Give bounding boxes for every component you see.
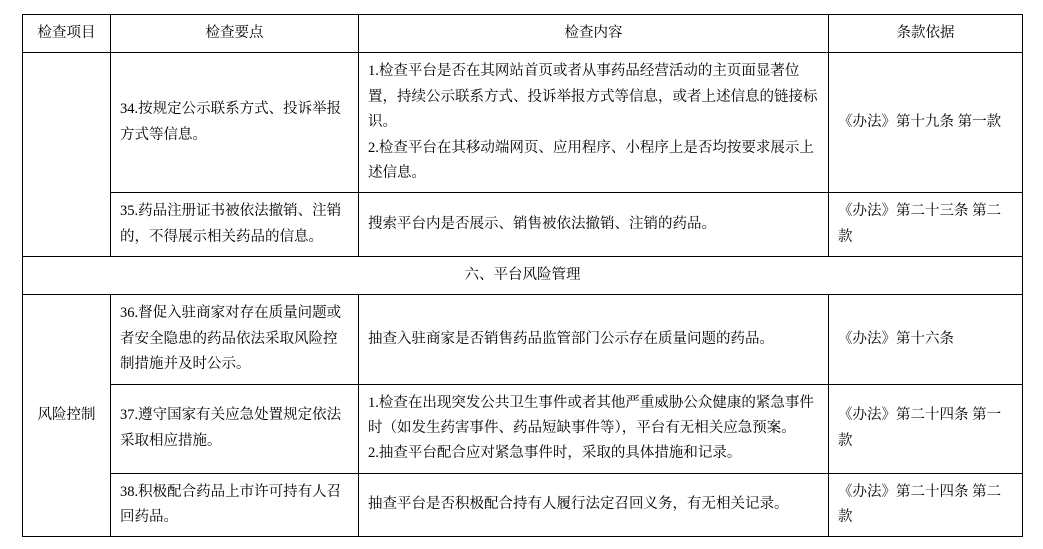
table-row bbox=[23, 473, 1023, 537]
table-header-row bbox=[23, 15, 1023, 53]
header-cell-points: 检查要点 bbox=[111, 15, 359, 53]
content-line: 2.检查平台在其移动端网页、应用程序、小程序上是否均按要求展示上述信息。 bbox=[368, 139, 814, 181]
points-cell: 37.遵守国家有关应急处置规定依法采取相应措施。 bbox=[111, 384, 359, 473]
table-body bbox=[23, 53, 1023, 537]
content-cell bbox=[359, 473, 829, 537]
content-line: 1.检查平台是否在其网站首页或者从事药品经营活动的主页面显著位置，持续公示联系方式、投诉举报方式等信息，或者上述信息的链接标识。 bbox=[368, 63, 818, 131]
header-cell-content: 检查内容 bbox=[359, 15, 829, 53]
content-line: 1.检查在出现突发公共卫生事件或者其他严重威胁公众健康的紧急事件时（如发生药害事件、药品短缺事件等），平台有无相关应急预案。 bbox=[368, 394, 814, 436]
content-cell bbox=[359, 193, 829, 257]
section-title-cell: 六、平台风险管理 bbox=[23, 257, 1023, 295]
basis-cell: 《办法》第十九条 第一款 bbox=[829, 53, 1023, 193]
category-cell-risk-control: 风险控制 bbox=[23, 295, 111, 537]
header-cell-basis: 条款依据 bbox=[829, 15, 1023, 53]
content-line: 2.抽查平台配合应对紧急事件时，采取的具体措施和记录。 bbox=[368, 445, 742, 462]
content-cell bbox=[359, 384, 829, 473]
content-line: 抽查平台是否积极配合持有人履行法定召回义务，有无相关记录。 bbox=[368, 496, 789, 513]
inspection-checklist-table bbox=[22, 14, 1023, 537]
content-line: 抽查入驻商家是否销售药品监管部门公示存在质量问题的药品。 bbox=[368, 330, 774, 347]
basis-cell: 《办法》第二十三条 第二款 bbox=[829, 193, 1023, 257]
content-cell bbox=[359, 295, 829, 384]
basis-cell: 《办法》第二十四条 第二款 bbox=[829, 473, 1023, 537]
table-row bbox=[23, 384, 1023, 473]
points-cell: 38.积极配合药品上市许可持有人召回药品。 bbox=[111, 473, 359, 537]
table-row bbox=[23, 193, 1023, 257]
category-cell-empty-top bbox=[23, 53, 111, 257]
content-cell bbox=[359, 53, 829, 193]
basis-cell: 《办法》第十六条 bbox=[829, 295, 1023, 384]
header-cell-item: 检查项目 bbox=[23, 15, 111, 53]
table-row bbox=[23, 53, 1023, 193]
points-cell: 35.药品注册证书被依法撤销、注销的，不得展示相关药品的信息。 bbox=[111, 193, 359, 257]
content-line: 搜索平台内是否展示、销售被依法撤销、注销的药品。 bbox=[368, 215, 716, 232]
table-header bbox=[23, 15, 1023, 53]
basis-cell: 《办法》第二十四条 第一款 bbox=[829, 384, 1023, 473]
points-cell: 34.按规定公示联系方式、投诉举报方式等信息。 bbox=[111, 53, 359, 193]
table-row bbox=[23, 295, 1023, 384]
table-section-row bbox=[23, 257, 1023, 295]
points-cell: 36.督促入驻商家对存在质量问题或者安全隐患的药品依法采取风险控制措施并及时公示。 bbox=[111, 295, 359, 384]
